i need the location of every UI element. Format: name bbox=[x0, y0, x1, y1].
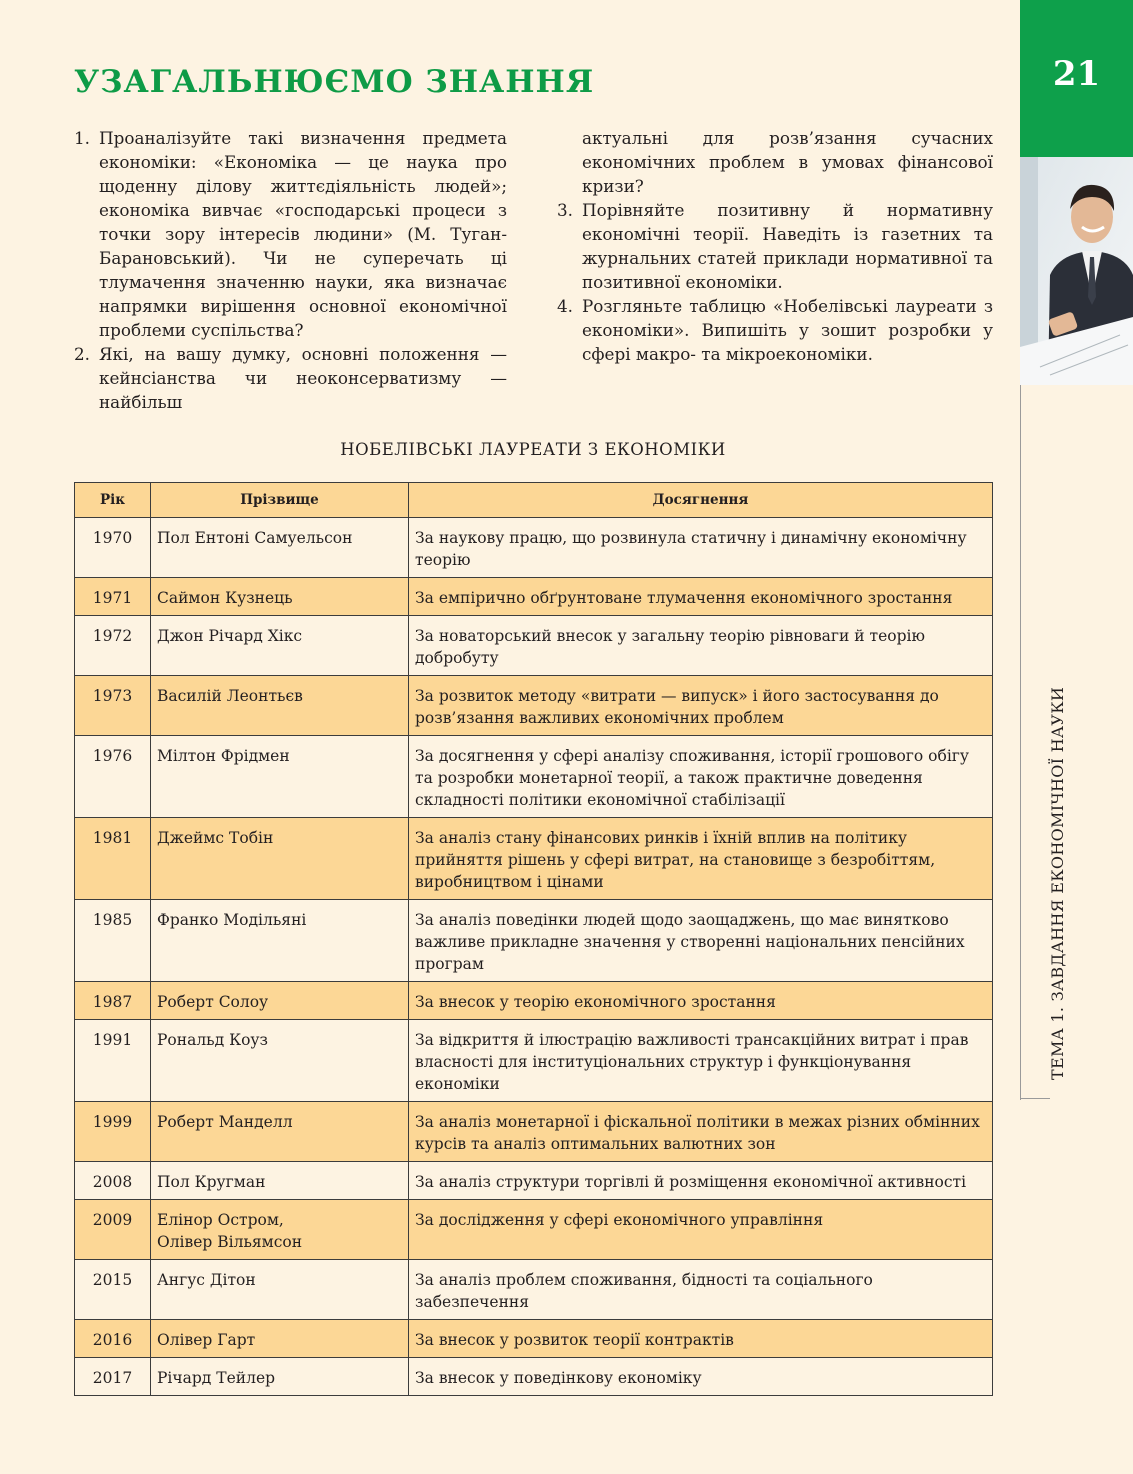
cell-name: Пол Ентоні Самуельсон bbox=[151, 518, 409, 578]
task-2 bbox=[74, 342, 507, 414]
table-row bbox=[75, 578, 993, 616]
task-1 bbox=[74, 126, 507, 342]
table-row bbox=[75, 1020, 993, 1102]
cell-year: 1970 bbox=[75, 518, 151, 578]
header-name: Прізвище bbox=[151, 483, 409, 518]
cell-name: Ангус Дітон bbox=[151, 1260, 409, 1320]
cell-achievement: За внесок у поведінкову економіку bbox=[409, 1358, 993, 1396]
table-row bbox=[75, 736, 993, 818]
cell-year: 2015 bbox=[75, 1260, 151, 1320]
cell-achievement: За наукову працю, що розвинула статичну і динамічну економічну теорію bbox=[409, 518, 993, 578]
table-row bbox=[75, 982, 993, 1020]
cell-year: 1971 bbox=[75, 578, 151, 616]
cell-name: Рональд Коуз bbox=[151, 1020, 409, 1102]
cell-achievement: За емпірично обґрунтоване тлумачення економічного зростання bbox=[409, 578, 993, 616]
cell-name: Мілтон Фрідмен bbox=[151, 736, 409, 818]
task-text: Порівняйте позитивну й нормативну економічні теорії. Наведіть із газетних та журнальних статей приклади нормативної та позитивної економіки. bbox=[582, 200, 993, 292]
cell-achievement: За аналіз стану фінансових ринків і їхній вплив на політику прийняття рішень у сфері витрат, на становище з безробіттям, виробництвом і цінами bbox=[409, 818, 993, 900]
cell-achievement: За розвиток методу «витрати — випуск» і його застосування до розв’язання важливих економічних проблем bbox=[409, 676, 993, 736]
cell-name: Олівер Гарт bbox=[151, 1320, 409, 1358]
cell-achievement: За новаторський внесок у загальну теорію рівноваги й теорію добробуту bbox=[409, 616, 993, 676]
cell-achievement: За внесок у розвиток теорії контрактів bbox=[409, 1320, 993, 1358]
task-3 bbox=[557, 198, 993, 294]
table-row bbox=[75, 1200, 993, 1260]
cell-year: 2017 bbox=[75, 1358, 151, 1396]
cell-achievement: За аналіз поведінки людей щодо заощаджень, що має винятково важливе прикладне значення у створенні національних пенсійних програм bbox=[409, 900, 993, 982]
table-row bbox=[75, 616, 993, 676]
section-title: УЗАГАЛЬНЮЄМО ЗНАННЯ bbox=[74, 64, 595, 100]
table-row bbox=[75, 818, 993, 900]
task-number: 1. bbox=[74, 128, 91, 148]
table-row bbox=[75, 676, 993, 736]
cell-year: 2009 bbox=[75, 1200, 151, 1260]
cell-year: 1973 bbox=[75, 676, 151, 736]
table-row bbox=[75, 1162, 993, 1200]
nobel-laureates-table bbox=[74, 482, 993, 1396]
topic-side-label: ТЕМА 1. ЗАВДАННЯ ЕКОНОМІЧНОЇ НАУКИ bbox=[1048, 686, 1067, 1080]
cell-year: 1981 bbox=[75, 818, 151, 900]
cell-name: Пол Кругман bbox=[151, 1162, 409, 1200]
cell-achievement: За аналіз проблем споживання, бідності та соціального забезпечення bbox=[409, 1260, 993, 1320]
task-2-continuation: актуальні для розв’язання сучасних економічних проблем в умовах фінансової кризи? bbox=[582, 128, 993, 196]
cell-year: 1972 bbox=[75, 616, 151, 676]
task-number: 3. bbox=[557, 200, 574, 220]
cell-year: 1999 bbox=[75, 1102, 151, 1162]
table-row bbox=[75, 1358, 993, 1396]
header-year: Рік bbox=[75, 483, 151, 518]
cell-name: Джеймс Тобін bbox=[151, 818, 409, 900]
cell-year: 1985 bbox=[75, 900, 151, 982]
table-row bbox=[75, 518, 993, 578]
task-number: 4. bbox=[557, 296, 574, 316]
cell-name: Річард Тейлер bbox=[151, 1358, 409, 1396]
cell-year: 1987 bbox=[75, 982, 151, 1020]
cell-name: Джон Річард Хікс bbox=[151, 616, 409, 676]
cell-name: Роберт Солоу bbox=[151, 982, 409, 1020]
cell-name: Франко Модільяні bbox=[151, 900, 409, 982]
cell-achievement: За внесок у теорію економічного зростання bbox=[409, 982, 993, 1020]
cell-name: Василій Леонтьєв bbox=[151, 676, 409, 736]
page-number: 21 bbox=[1052, 53, 1101, 94]
task-text: Які, на вашу думку, основні положення — кейнсіанства чи неоконсерватизму — найбільш bbox=[99, 344, 507, 412]
tasks-right-column bbox=[557, 126, 993, 366]
name-line-1: Елінор Остром, bbox=[157, 1211, 284, 1229]
cell-year: 1991 bbox=[75, 1020, 151, 1102]
task-4 bbox=[557, 294, 993, 366]
table-title: НОБЕЛІВСЬКІ ЛАУРЕАТИ З ЕКОНОМІКИ bbox=[340, 440, 726, 459]
cell-achievement: За відкриття й ілюстрацію важливості трансакційних витрат і прав власності для інституціональних структур і функціонування економіки bbox=[409, 1020, 993, 1102]
tasks-left-column bbox=[74, 126, 507, 414]
side-divider-foot bbox=[1020, 1098, 1050, 1099]
cell-achievement: За аналіз монетарної і фіскальної політики в межах різних обмінних курсів та аналіз оптимальних валютних зон bbox=[409, 1102, 993, 1162]
cell-achievement: За досягнення у сфері аналізу споживання, історії грошового обігу та розробки монетарної теорії, а також практичне доведення складності політики економічної стабілізації bbox=[409, 736, 993, 818]
cell-name: Роберт Манделл bbox=[151, 1102, 409, 1162]
cell-achievement: За аналіз структури торгівлі й розміщення економічної активності bbox=[409, 1162, 993, 1200]
task-number: 2. bbox=[74, 344, 91, 364]
table-row bbox=[75, 1260, 993, 1320]
businessman-photo bbox=[1020, 157, 1133, 385]
side-divider bbox=[1020, 385, 1021, 1100]
task-text: Розгляньте таблицю «Нобелівські лауреати з економіки». Випишіть у зошит розробки у сфері макро- та мікроекономіки. bbox=[582, 296, 993, 364]
table-header-row bbox=[75, 483, 993, 518]
task-text: Проаналізуйте такі визначення предмета економіки: «Економіка — це наука про щоденну ділову життєдіяльність людей»; економіка вивчає «господарські процеси з точки зору інтересів людини» (М. Туган-Барановський). Чи не суперечать ці тлумачення значенню науки, яка визначає напрямки вирішення основної економічної проблеми суспільства? bbox=[99, 128, 507, 340]
header-achievement: Досягнення bbox=[409, 483, 993, 518]
businessman-illustration bbox=[1020, 157, 1133, 385]
cell-year: 1976 bbox=[75, 736, 151, 818]
cell-year: 2016 bbox=[75, 1320, 151, 1358]
table-row bbox=[75, 1102, 993, 1162]
table-row bbox=[75, 1320, 993, 1358]
cell-achievement: За дослідження у сфері економічного управління bbox=[409, 1200, 993, 1260]
name-line-2: Олівер Вільямсон bbox=[157, 1233, 303, 1251]
page-number-box bbox=[1020, 0, 1133, 157]
table-row bbox=[75, 900, 993, 982]
cell-name: Саймон Кузнець bbox=[151, 578, 409, 616]
cell-year: 2008 bbox=[75, 1162, 151, 1200]
cell-name bbox=[151, 1200, 409, 1260]
